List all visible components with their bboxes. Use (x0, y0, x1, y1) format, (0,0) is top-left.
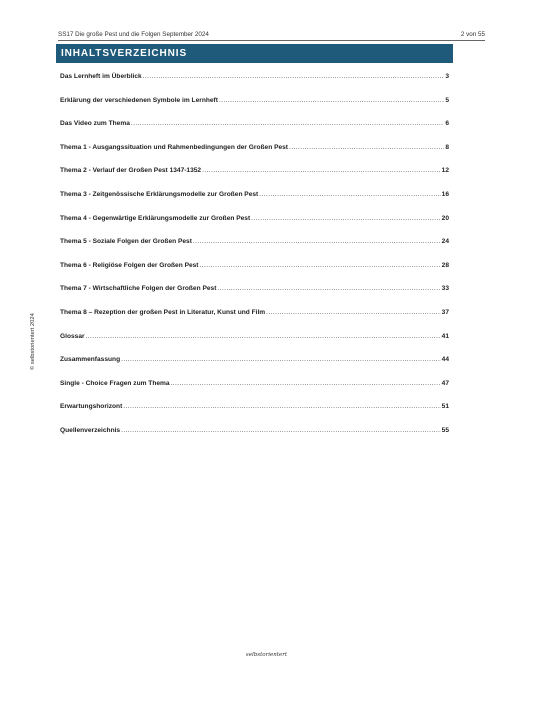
toc-entry[interactable] (60, 238, 449, 262)
toc-leader-dots (289, 144, 444, 151)
toc-entry-page: 28 (441, 261, 449, 269)
toc-entry-label: Thema 6 - Religiöse Folgen der Großen Pest (60, 261, 199, 269)
toc-leader-dots (121, 356, 441, 363)
toc-entry[interactable] (60, 380, 449, 404)
toc-entry-label: Thema 1 - Ausgangssituation und Rahmenbedingungen der Großen Pest (60, 143, 288, 151)
toc-leader-dots (123, 403, 440, 410)
toc-leader-dots (251, 215, 440, 222)
toc-entry[interactable] (60, 427, 449, 451)
page-header (58, 24, 485, 41)
toc-entry-page: 55 (441, 426, 449, 434)
toc-leader-dots (121, 427, 441, 434)
toc-entry-label: Das Video zum Thema (60, 120, 130, 128)
toc-entry-label: Zusammenfassung (60, 356, 121, 364)
toc-entry-label: Erklärung der verschiedenen Symbole im Lernheft (60, 96, 218, 104)
toc-entry-page: 24 (441, 238, 449, 246)
toc-entry-label: Thema 7 - Wirtschaftliche Folgen der Großen Pest (60, 285, 217, 293)
toc-entry[interactable] (60, 215, 449, 239)
toc-entry-page: 16 (441, 190, 449, 198)
toc-leader-dots (200, 262, 441, 269)
toc-entry-label: Thema 2 - Verlauf der Großen Pest 1347-1352 (60, 167, 202, 175)
toc-leader-dots (193, 238, 441, 245)
toc-entry-page: 12 (441, 167, 449, 175)
toc-entry[interactable] (60, 262, 449, 286)
toc-leader-dots (259, 191, 440, 198)
toc-entry-label: Erwartungshorizont (60, 403, 123, 411)
toc-entry[interactable] (60, 97, 449, 121)
toc-entry-page: 6 (445, 120, 449, 128)
toc-entry[interactable] (60, 356, 449, 380)
toc-entry-page: 8 (445, 143, 449, 151)
toc-entry-label: Single - Choice Fragen zum Thema (60, 379, 170, 387)
toc-leader-dots (86, 333, 441, 340)
toc-entry-page: 47 (441, 379, 449, 387)
toc-entry[interactable] (60, 309, 449, 333)
toc-entry[interactable] (60, 73, 449, 97)
toc-entry-page: 37 (441, 308, 449, 316)
toc-entry[interactable] (60, 144, 449, 168)
document-title: SS17 Die große Pest und die Folgen September 2024 (58, 31, 209, 38)
toc-heading: INHALTSVERZEICHNIS (56, 44, 453, 63)
toc-entry-page: 51 (441, 403, 449, 411)
toc-leader-dots (219, 97, 444, 104)
toc-entry-page: 5 (445, 96, 449, 104)
toc-leader-dots (143, 73, 444, 80)
toc-entry-label: Thema 3 - Zeitgenössische Erklärungsmodelle zur Großen Pest (60, 190, 259, 198)
toc-entry-label: Thema 4 - Gegenwärtige Erklärungsmodelle zur Großen Pest (60, 214, 251, 222)
toc-entry-page: 44 (441, 356, 449, 364)
toc-entry-page: 41 (441, 332, 449, 340)
toc-leader-dots (131, 120, 444, 127)
toc-entry-label: Thema 5 - Soziale Folgen der Großen Pest (60, 238, 192, 246)
toc-entry[interactable] (60, 191, 449, 215)
footer-logo: selbstorientert (245, 652, 288, 658)
toc-entry-label: Quellenverzeichnis (60, 426, 121, 434)
toc-entry-label: Thema 8 – Rezeption der großen Pest in Literatur, Kunst und Film (60, 308, 266, 316)
toc-entry[interactable] (60, 167, 449, 191)
toc-entry-label: Glossar (60, 332, 85, 340)
table-of-contents (60, 73, 449, 451)
toc-entry[interactable] (60, 403, 449, 427)
toc-entry-page: 20 (441, 214, 449, 222)
toc-entry[interactable] (60, 285, 449, 309)
page-number: 2 von 55 (460, 31, 485, 38)
toc-entry-page: 3 (445, 73, 449, 80)
toc-leader-dots (202, 167, 441, 174)
copyright-note: © selbstorientert 2024 (30, 313, 36, 370)
toc-entry-label: Das Lernheft im Überblick (60, 73, 142, 80)
toc-leader-dots (217, 285, 440, 292)
toc-entry[interactable] (60, 333, 449, 357)
toc-leader-dots (171, 380, 441, 387)
toc-entry-page: 33 (441, 285, 449, 293)
toc-leader-dots (266, 309, 440, 316)
toc-entry[interactable] (60, 120, 449, 144)
